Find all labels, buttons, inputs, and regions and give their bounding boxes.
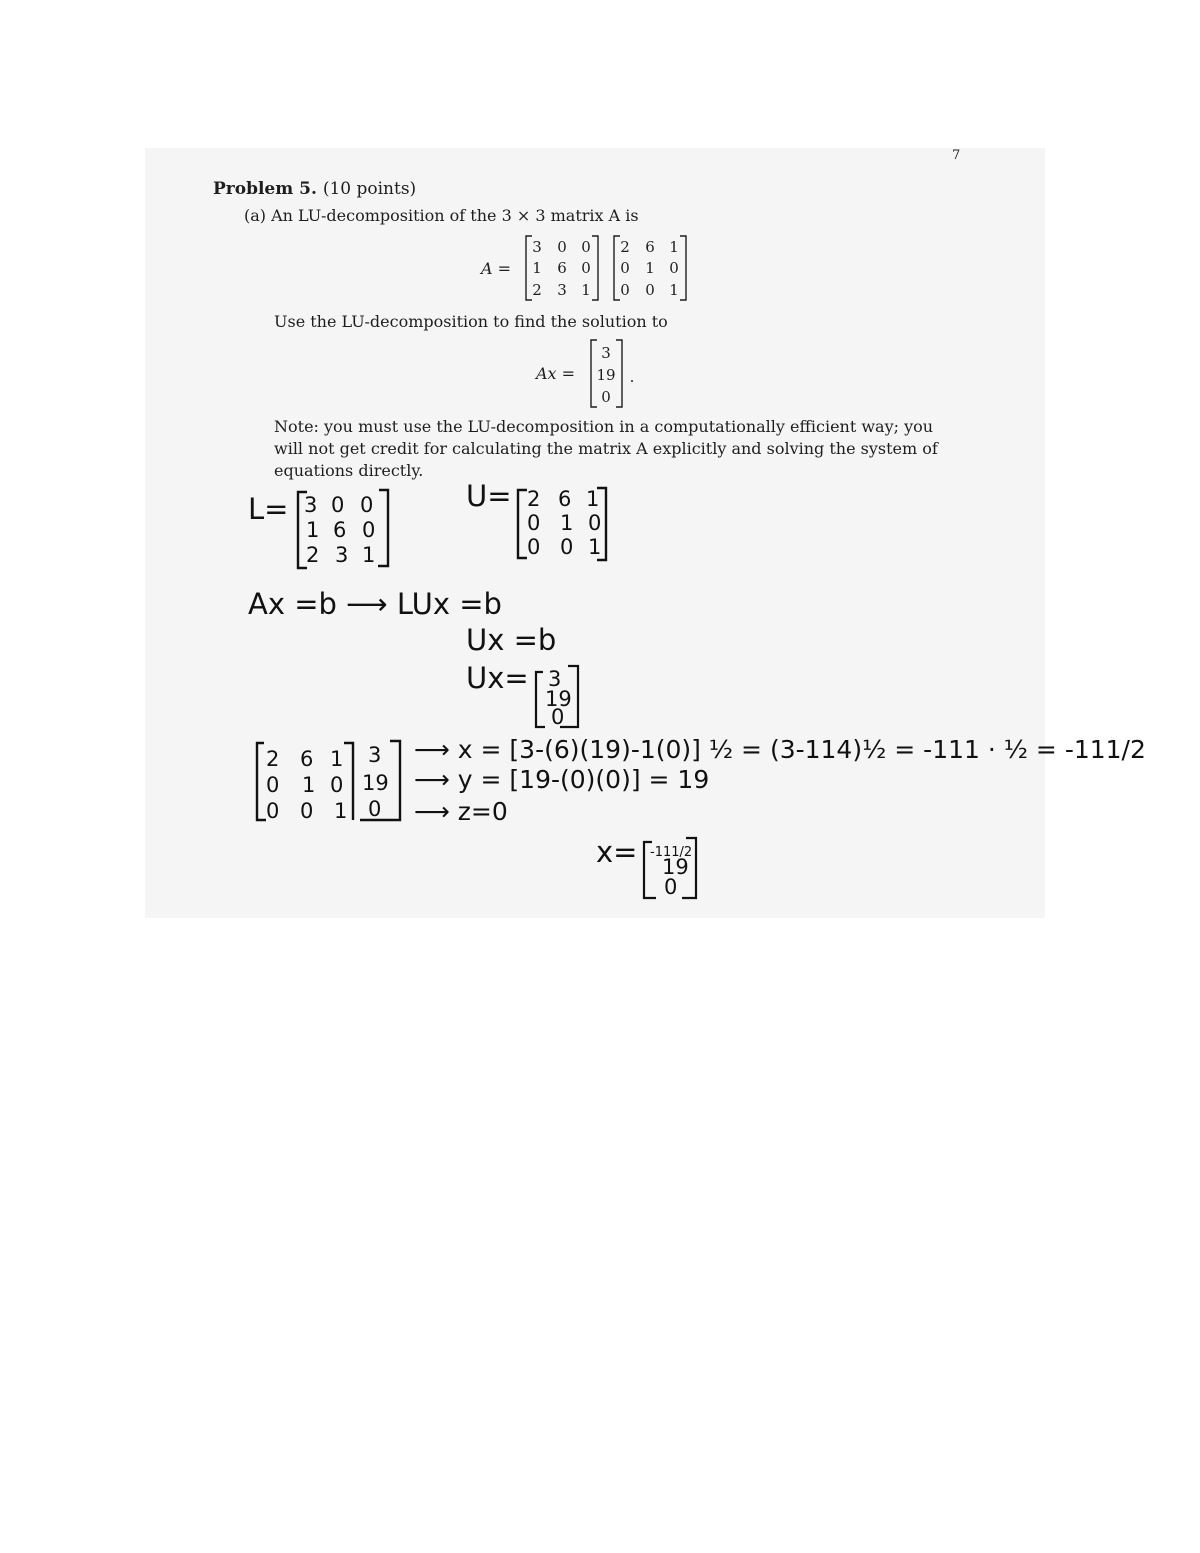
hw-matrix-cell: 0	[360, 493, 374, 517]
hw-matrix-cell: 6	[333, 518, 347, 542]
part-a-intro: (a) An LU-decomposition of the 3 × 3 matrix A is	[244, 206, 639, 225]
matrix-cell: 3	[557, 281, 567, 299]
problem-title-label: Problem 5.	[213, 179, 317, 199]
hw-y-equation: ⟶ y = [19-(0)(0)] = 19	[414, 765, 710, 794]
matrix-cell: 1	[532, 259, 542, 277]
ax-equals-label: Ax =	[536, 364, 576, 383]
hw-final-cell: 19	[662, 855, 689, 879]
printed-u-matrix	[614, 236, 686, 300]
hw-matrix-cell: 1	[588, 535, 602, 559]
hw-matrix-cell: 6	[300, 747, 314, 771]
matrix-cell: 6	[557, 259, 567, 277]
matrix-cell: 1	[669, 238, 679, 256]
use-lu-instruction: Use the LU-decomposition to find the solution to	[274, 312, 668, 331]
note-line: will not get credit for calculating the matrix A explicitly and solving the system of	[274, 439, 938, 458]
hw-matrix-cell: 0	[362, 518, 376, 542]
page-number: 7	[952, 148, 961, 163]
hw-rhs-cell: 0	[368, 797, 382, 821]
handwritten-work	[248, 479, 1146, 899]
hw-bracket-left	[518, 490, 527, 558]
hw-matrix-cell: 6	[558, 487, 572, 511]
hw-matrix-cell: 2	[527, 487, 541, 511]
hw-matrix-cell: 2	[306, 543, 320, 567]
hw-matrix-cell: 1	[306, 518, 320, 542]
matrix-cell: 0	[620, 281, 630, 299]
hw-l-label: L=	[248, 492, 289, 526]
bracket-right	[680, 236, 686, 300]
hw-matrix-cell: 1	[560, 511, 574, 535]
vector-cell: 3	[601, 344, 611, 362]
matrix-cell: 1	[669, 281, 679, 299]
hw-rhs-cell: 19	[362, 771, 389, 795]
hw-matrix-cell: 1	[330, 747, 344, 771]
matrix-cell: 1	[581, 281, 591, 299]
hw-step-ax-lux: Ax =b ⟶ LUx =b	[248, 587, 502, 621]
vector-cell: 0	[601, 388, 611, 406]
matrix-cell: 3	[532, 238, 542, 256]
matrix-cell: 1	[645, 259, 655, 277]
vector-cell: 19	[596, 366, 616, 384]
hw-matrix-cell: 0	[560, 535, 574, 559]
hw-rhs-cell: 3	[368, 743, 382, 767]
hw-matrix-cell: 0	[300, 799, 314, 823]
hw-final-cell: 0	[664, 875, 678, 899]
hw-matrix-cell: 0	[527, 511, 541, 535]
hw-z-equation: ⟶ z=0	[414, 797, 508, 826]
hw-matrix-cell: 0	[266, 773, 280, 797]
printed-b-vector	[591, 340, 634, 407]
hw-matrix-cell: 1	[302, 773, 316, 797]
hw-u-label: U=	[466, 479, 512, 513]
matrix-cell: 2	[620, 238, 630, 256]
matrix-cell: 0	[581, 259, 591, 277]
hw-matrix-cell: 3	[335, 543, 349, 567]
hw-final-cell: -111/2	[650, 845, 693, 860]
hw-matrix-cell: 0	[588, 511, 602, 535]
hw-vector-cell: 19	[545, 687, 572, 711]
bracket-right	[592, 236, 598, 300]
hw-matrix-cell: 2	[266, 747, 280, 771]
hw-matrix-cell: 0	[266, 799, 280, 823]
hw-matrix-cell: 1	[586, 487, 600, 511]
hw-x-equation: ⟶ x = [3-(6)(19)-1(0)] ½ = (3-114)½ = -111 · ½ = -111/2	[414, 735, 1146, 764]
hw-matrix-cell: 1	[334, 799, 348, 823]
note-line: equations directly.	[274, 461, 424, 480]
hw-matrix-cell: 0	[527, 535, 541, 559]
bracket-left	[526, 236, 532, 300]
hw-bracket-left	[257, 743, 266, 820]
hw-vector-cell: 3	[548, 667, 562, 691]
matrix-cell: 0	[669, 259, 679, 277]
hw-matrix-cell: 3	[304, 493, 318, 517]
problem-points: (10 points)	[322, 179, 417, 199]
matrix-cell: 0	[620, 259, 630, 277]
hw-vector-cell: 0	[551, 705, 565, 729]
hw-bracket-right	[378, 490, 388, 566]
hw-matrix-cell: 0	[330, 773, 344, 797]
bracket-left	[614, 236, 620, 300]
hw-bracket-left	[536, 672, 545, 727]
matrix-cell: 0	[645, 281, 655, 299]
period: .	[629, 368, 635, 386]
a-equals-label: A =	[481, 259, 512, 278]
note-line: Note: you must use the LU-decomposition in a computationally efficient way; you	[274, 417, 934, 436]
matrix-cell: 0	[581, 238, 591, 256]
hw-step-ux: Ux =b	[466, 623, 557, 657]
hw-matrix-cell: 1	[362, 543, 376, 567]
matrix-cell: 2	[532, 281, 542, 299]
bracket-right	[616, 340, 622, 407]
matrix-cell: 0	[557, 238, 567, 256]
hw-ux-label: Ux=	[466, 661, 529, 695]
matrix-cell: 6	[645, 238, 655, 256]
hw-matrix-cell: 0	[331, 493, 345, 517]
hw-final-x-label: x=	[596, 835, 638, 869]
printed-l-matrix	[526, 236, 598, 300]
